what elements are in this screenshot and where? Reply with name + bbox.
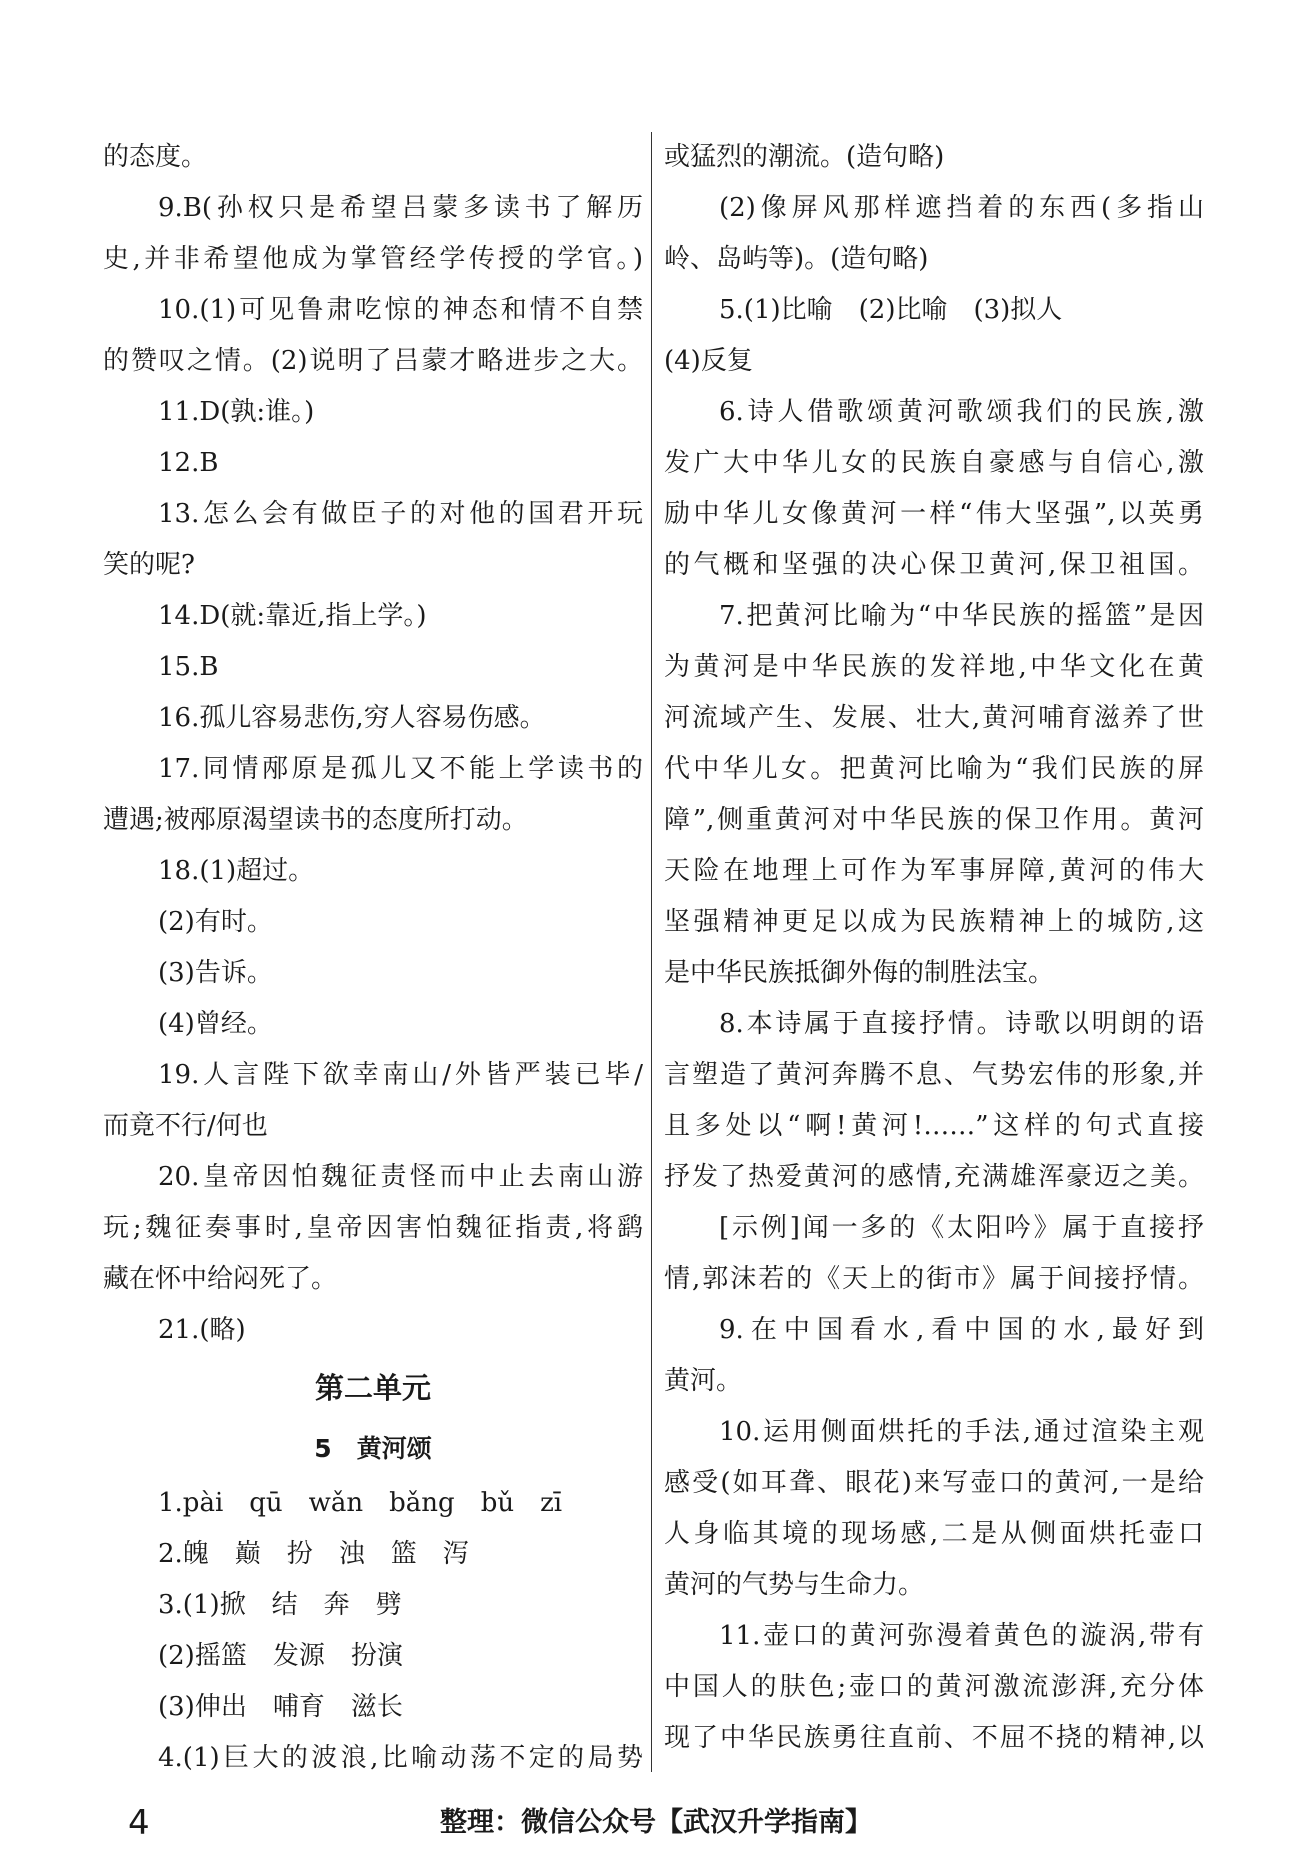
text-line: 16.孤儿容易悲伤,穷人容易伤感。 [158, 703, 546, 733]
text-line: 10.运用侧面烘托的手法,通过渲染主观 [719, 1417, 1204, 1447]
text-line: 14.D(就:靠近,指上学。) [158, 601, 427, 631]
text-line: 代中华儿女。把黄河比喻为“我们民族的屏 [664, 754, 1204, 784]
text-line: (2)有时。 [158, 907, 273, 937]
text-line: 2.魄 巅 扮 浊 篮 泻 [158, 1539, 469, 1569]
text-line: 11.D(孰:谁。) [158, 397, 315, 427]
text-line: 20.皇帝因怕魏征责怪而中止去南山游 [158, 1162, 643, 1192]
text-line: 史,并非希望他成为掌管经学传授的学官。) [103, 244, 643, 274]
column-divider [651, 132, 652, 1772]
text-line: 励中华儿女像黄河一样“伟大坚强”,以英勇 [664, 499, 1204, 529]
text-line: 17.同情邴原是孤儿又不能上学读书的 [158, 754, 643, 784]
text-line: 13.怎么会有做臣子的对他的国君开玩 [158, 499, 643, 529]
text-line: 11.壶口的黄河弥漫着黄色的漩涡,带有 [719, 1621, 1204, 1651]
text-line: 或猛烈的潮流。(造句略) [664, 142, 945, 172]
text-line: 且多处以“啊!黄河!……”这样的句式直接 [664, 1111, 1204, 1141]
text-line: (4)反复 [664, 346, 753, 376]
text-line: 而竟不行/何也 [103, 1111, 268, 1141]
text-line: 9.在中国看水,看中国的水,最好到 [719, 1315, 1204, 1345]
text-line: 发广大中华儿女的民族自豪感与自信心,激 [664, 448, 1204, 478]
left-column [103, 132, 643, 1784]
text-line: (3)告诉。 [158, 958, 273, 988]
unit-heading: 第二单元 [314, 1371, 431, 1405]
text-line: 7.把黄河比喻为“中华民族的摇篮”是因 [719, 601, 1204, 631]
text-line: 河流域产生、发展、壮大,黄河哺育滋养了世 [664, 703, 1204, 733]
text-line: [示例]闻一多的《太阳吟》属于直接抒 [719, 1213, 1204, 1243]
text-line: 是中华民族抵御外侮的制胜法宝。 [664, 958, 1055, 988]
text-line: 的赞叹之情。(2)说明了吕蒙才略进步之大。 [103, 346, 643, 376]
text-line: 15.B [158, 652, 219, 682]
text-line: (3)伸出 哺育 滋长 [158, 1692, 403, 1722]
text-line: 感受(如耳聋、眼花)来写壶口的黄河,一是给 [664, 1468, 1204, 1498]
text-line: 6.诗人借歌颂黄河歌颂我们的民族,激 [719, 397, 1204, 427]
text-line: 10.(1)可见鲁肃吃惊的神态和情不自禁 [158, 295, 643, 325]
text-line: 的态度。 [103, 142, 208, 172]
text-line: 5.(1)比喻 (2)比喻 (3)拟人 [719, 295, 1063, 325]
text-line: 为黄河是中华民族的发祥地,中华文化在黄 [664, 652, 1204, 682]
text-line: 障”,侧重黄河对中华民族的保卫作用。黄河 [664, 805, 1204, 835]
text-line: 9.B(孙权只是希望吕蒙多读书了解历 [158, 193, 643, 223]
text-line: 8.本诗属于直接抒情。诗歌以明朗的语 [719, 1009, 1204, 1039]
text-line: 中国人的肤色;壶口的黄河激流澎湃,充分体 [664, 1672, 1204, 1702]
text-line: 4.(1)巨大的波浪,比喻动荡不定的局势 [158, 1743, 643, 1773]
text-line: 19.人言陛下欲幸南山/外皆严装已毕/ [158, 1060, 643, 1090]
footer-text: 整理：微信公众号【武汉升学指南】 [440, 1807, 872, 1838]
text-line: 12.B [158, 448, 219, 478]
page-number: 4 [128, 1803, 150, 1843]
text-line: 坚强精神更足以成为民族精神上的城防,这 [664, 907, 1204, 937]
text-line: 18.(1)超过。 [158, 856, 315, 886]
text-line: 岭、岛屿等)。(造句略) [664, 244, 929, 274]
text-line: 人身临其境的现场感,二是从侧面烘托壶口 [664, 1519, 1204, 1549]
text-line: 笑的呢? [103, 550, 195, 580]
text-line: 遭遇;被邴原渴望读书的态度所打动。 [103, 805, 528, 835]
text-line: 抒发了热爱黄河的感情,充满雄浑豪迈之美。 [664, 1162, 1204, 1192]
text-line: 黄河的气势与生命力。 [664, 1570, 925, 1600]
text-line: 3.(1)掀 结 奔 劈 [158, 1590, 402, 1620]
text-line: 黄河。 [664, 1366, 743, 1396]
text-line: (2)摇篮 发源 扮演 [158, 1641, 403, 1671]
text-line: 天险在地理上可作为军事屏障,黄河的伟大 [664, 856, 1204, 886]
text-line: (4)曾经。 [158, 1009, 273, 1039]
lesson-heading: 5 黄河颂 [314, 1434, 432, 1463]
text-line: 的气概和坚强的决心保卫黄河,保卫祖国。 [664, 550, 1204, 580]
text-line: 藏在怀中给闷死了。 [103, 1264, 338, 1294]
text-line: 玩;魏征奏事时,皇帝因害怕魏征指责,将鹞 [103, 1213, 643, 1243]
text-line: 21.(略) [158, 1315, 246, 1345]
text-line: 1.pài qū wǎn bǎng bǔ zī [158, 1488, 563, 1518]
right-column [664, 132, 1204, 1764]
text-line: 现了中华民族勇往直前、不屈不挠的精神,以 [664, 1723, 1204, 1753]
text-line: 情,郭沫若的《天上的街市》属于间接抒情。 [664, 1264, 1204, 1294]
text-line: 言塑造了黄河奔腾不息、气势宏伟的形象,并 [664, 1060, 1204, 1090]
text-line: (2)像屏风那样遮挡着的东西(多指山 [719, 193, 1204, 223]
